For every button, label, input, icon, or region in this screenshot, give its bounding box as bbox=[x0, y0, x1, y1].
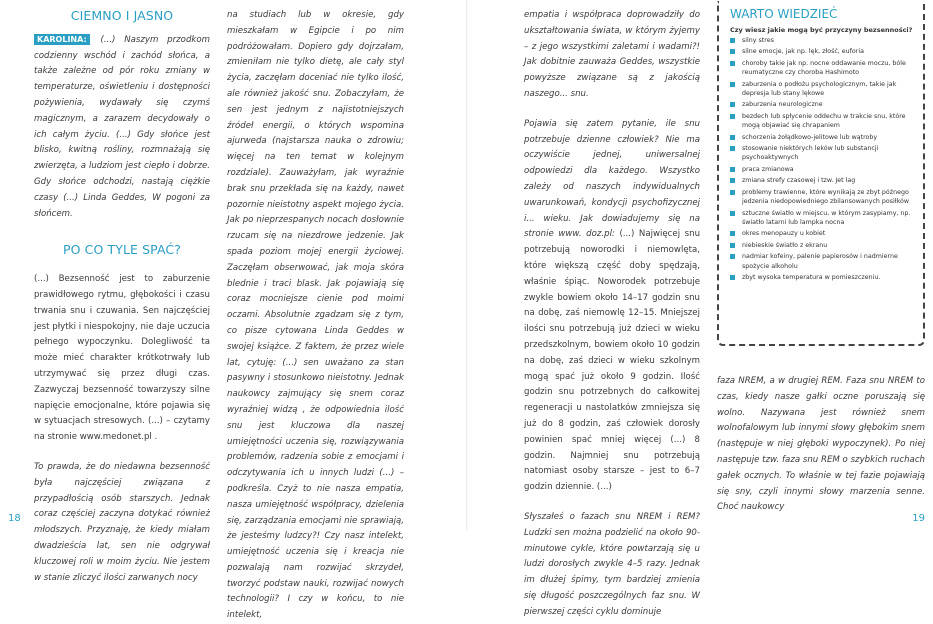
list-item: niebieskie światło z ekranu bbox=[728, 241, 915, 250]
list-item: stosowanie niektórych leków lub substancji psychoaktywnych bbox=[728, 144, 915, 163]
list-item: zaburzenia o podłożu psychologicznym, takie jak depresja lub stany lękowe bbox=[728, 80, 915, 99]
page-fold bbox=[466, 0, 468, 530]
sleep-needs-paragraph bbox=[524, 117, 700, 496]
insomnia-paragraph: (...) Bezsenność jest to zaburzenie prawidłowego rytmu, głębokości i czasu trwania snu i czuwania. Sen najczęściej jest płytki i niespokojny, nie daje uczucia pełnego wypoczynku. Dolegliwość ta może mieć charakter krótkotrwały lub utrzymywać się przez długi czas. Zazwyczaj bezsenność towarzyszy silne napięcie emocjonalne, które pojawia się w sytuacjach stresowych. (...) – czytamy na stronie www.medonet.pl . bbox=[34, 274, 210, 443]
list-item: sztuczne światło w miejscu, w którym zasypiamy, np. światło latarni lub lampka nocna bbox=[728, 209, 915, 228]
list-item: silne emocje, jak np. lęk, złość, euforia bbox=[728, 47, 915, 56]
karolina-quote bbox=[34, 33, 210, 223]
warto-wiedziec-box bbox=[717, 1, 925, 346]
list-item: zbyt wysoka temperatura w pomieszczeniu. bbox=[728, 273, 915, 282]
nrem-rem-paragraph: Słyszałeś o fazach snu NREM i REM? Ludzki sen można podzielić na około 90-minutowe cykle, które powtarzają się u ludzi dorosłych zwykle 4–5 razy. Jednak im dłużej śpimy, tym bardziej zmienia się długość poszczególnych faz snu. W pierwszej części cyklu dominuje bbox=[524, 511, 700, 617]
list-item: problemy trawienne, które wynikają ze zbyt późnego jedzenia niedopowiedniego zbilansowanych posiłków bbox=[728, 188, 915, 207]
doz-quote: (...) Najwięcej snu potrzebują noworodki i niemowlęta, które większą część doby spędzają, właśnie śpiąc. Noworodek potrzebuje zwykle bowiem około 14–17 godzin snu na dobę, zaś niemowlę 12–15. Mniejszej ilości snu potrzebują już dzieci w wieku przedszkolnym, bowiem około 10 godzin na dobę, zaś dzieci w wieku szkolnym mogą spać już około 9 godzin. Ilość godzin snu potrzebnych do całkowitej regeneracji u nastolatków zmniejsza się już do 8 godzin, zaś człowiek dorosły powinien spać mniej więcej (...) 8 godzin. Najmniej snu potrzebują natomiast osoby starsze – jest to 6–7 godzin dziennie. (...) bbox=[524, 229, 701, 493]
page-number-left: 18 bbox=[8, 513, 21, 524]
sidebar-intro: Czy wiesz jakie mogą być przyczyny bezsenności? bbox=[730, 26, 913, 34]
left-column-2 bbox=[227, 8, 404, 624]
list-item: nadmiar kofeiny, palenie papierosów i nadmierne spożycie alkoholu bbox=[728, 252, 915, 271]
list-item: zmiana strefy czasowej i tzw. Jet lag bbox=[728, 176, 915, 185]
list-item: schorzenia żołądkowo-jelitowe lub wątroby bbox=[728, 133, 915, 142]
heading-po-co-tyle-spac: PO CO TYLE SPAĆ? bbox=[63, 242, 181, 258]
list-item: silny stres bbox=[728, 36, 915, 45]
right-column-2 bbox=[717, 374, 925, 516]
left-column-1 bbox=[34, 8, 210, 586]
insomnia-causes-list bbox=[728, 36, 915, 282]
nrem-continued-paragraph: faza NREM, a w drugiej REM. Faza snu NREM to czas, kiedy nasze gałki oczne poruszają się wolno. Nazywana jest również snem wolnofalowym lub innymi słowy głębokim snem (następuje w niej głęboki wypoczynek). Po niej następuje tzw. faza snu REM o szybkich ruchach gałek ocznych. To właśnie w tej fazie pojawiają się sny, czyli innymi słowy marzenia senne. Choć naukowcy bbox=[717, 376, 925, 513]
list-item: praca zmianowa bbox=[728, 165, 915, 174]
truth-paragraph: To prawda, że do niedawna bezsenność była najczęściej związana z przypadłością osób starszych. Jednak coraz częściej zaczyna dotykać również młodszych. Przyznaję, że kiedy miałam dwadzieścia lat, sen nie odgrywał kluczowej roli w moim życiu. Nie jestem w stanie zliczyć ilości zarwanych nocy bbox=[34, 461, 210, 583]
heading-ciemno-i-jasno: CIEMNO I JASNO bbox=[70, 8, 174, 23]
page-number-right: 19 bbox=[912, 513, 925, 524]
list-item: okres menopauzy u kobiet bbox=[728, 229, 915, 238]
empathy-paragraph: empatia i współpraca doprowadziły do ukształtowania świata, w którym żyjemy – z jego wszystkimi zaletami i wadami?! Jak dobitnie zauważa Geddes, wszystkie powyższe związane są z jakością naszego... snu. bbox=[524, 10, 700, 99]
list-item: bezdech lub spłycenie oddechu w trakcie snu, które mogą objawiać się chrapaniem bbox=[728, 112, 915, 131]
karolina-tag: KAROLINA: bbox=[34, 34, 90, 45]
right-column-1 bbox=[524, 8, 700, 620]
quote-text: (...) Naszym przodkom codzienny wschód i zachód słońca, a także zależne od pór roku zmiany w temperaturze, oświetleniu i dostępności pożywienia, wydawały się czymś magicznym, a zarazem decydowały o ich całym życiu. (...) Gdy słońce jest blisko, kwitną rośliny, rozmnażają się zwierzęta, a ludziom jest ciepło i dobrze. Gdy słońce odchodzi, nastają ciężkie czasy (...) Linda Geddes, W pogoni za słońcem. bbox=[34, 34, 210, 219]
list-item: zaburzenia neurologiczne bbox=[728, 100, 915, 109]
sleep-question: Pojawia się zatem pytanie, ile snu potrzebuje dzienne człowiek? Nie ma oczywiście jednej, uniwersalnej odpowiedzi dla każdego. Wszystko zależy od naszych indywidualnych uwarunkowań, kondycji psychofizycznej i... wieku. Jak dowiadujemy się na stronie www. doz.pl: bbox=[524, 118, 700, 240]
sidebar-title: WARTO WIEDZIEĆ bbox=[730, 7, 838, 21]
list-item: choroby takie jak np. nocne oddawanie moczu, bóle reumatyczne czy choroba Hashimoto bbox=[728, 59, 915, 78]
studies-paragraph: na studiach lub w okresie, gdy mieszkałam w Egipcie i po nim podróżowałam. Dopiero gdy dojrzałam, zmieniłam nie tylko dietę, ale cały styl życia, zaczęłam doceniać nie tylko ilość, ale również jakość snu. Zobaczyłam, że sen jest jednym z najistotniejszych źródeł energii, o których wspomina ajurweda (najstarsza nauka o zdrowiu; więcej na ten temat w kolejnym rozdziale). Zauważyłam, jak wyraźnie brak snu przekłada się na każdy, nawet pozornie nieistotny aspekt mojego życia. Jak po nieprzespanych nocach dosłownie rzucam się na niezdrowe jedzenie. Jak spada poziom mojej energii życiowej. Zaczęłam obserwować, jak moja skóra blednie i traci blask. Jak pojawiają się coraz mocniejsze cienie pod moimi oczami. Absolutnie zgadzam się z tym, co pisze cytowana Linda Geddes w swojej książce. Z faktem, że przez wiele lat, cytuję: (...) sen uważano za stan pasywny i stosunkowo nieistotny. Jednak naukowcy zajmujący się snem coraz wyraźniej widzą , że odpowiednia ilość snu jest kluczowa dla naszej umiejętności uczenia się, rozwiązywania problemów, radzenia sobie z emocjami i odczytywania ich u innych ludzi (...) – podkreśla. Czyż to nie nasza empatia, nasza umiejętność współpracy, dzielenia się, zarządzania emocjami nie sprawiają, że jesteśmy ludzcy?! Czy nasz intelekt, umiejętność uczenia się i kreacja nie pozwalają nam rozwijać skrzydeł, tworzyć podstaw nauki, rozwijać nowych technologii? I czy w końcu, to nie intelekt, bbox=[227, 10, 404, 621]
